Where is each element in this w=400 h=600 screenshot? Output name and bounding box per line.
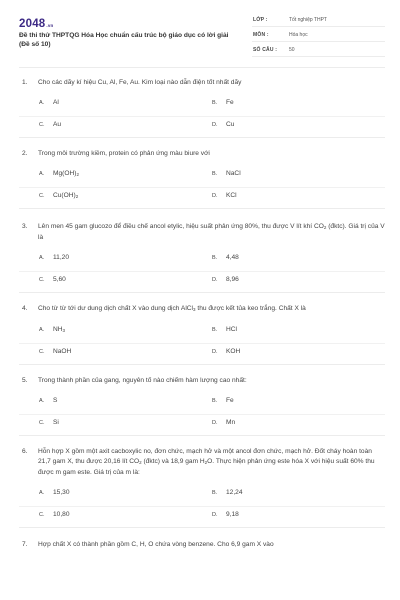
answer-row — [19, 250, 385, 271]
answer-row — [19, 322, 385, 343]
question-text — [19, 447, 385, 478]
answer-row — [19, 271, 385, 292]
answer-option[interactable] — [212, 348, 240, 355]
meta-label: LỚP : — [253, 17, 268, 23]
answer-option[interactable] — [39, 348, 71, 355]
answer-row — [19, 116, 385, 137]
answer-option[interactable] — [39, 489, 70, 496]
option-letter: A. — [39, 255, 45, 261]
question-number: 5. — [22, 377, 28, 384]
answer-row — [19, 343, 385, 364]
question-item — [19, 149, 385, 209]
option-text: NaCl — [226, 170, 241, 177]
option-letter: C. — [39, 420, 45, 426]
answer-row — [19, 393, 385, 414]
answer-option[interactable] — [212, 326, 237, 333]
option-text: Al — [53, 99, 59, 106]
option-text: 5,60 — [53, 276, 66, 283]
option-text: Au — [53, 121, 62, 128]
answer-row — [19, 414, 385, 435]
option-letter: A. — [39, 171, 45, 177]
option-text: 8,96 — [226, 276, 239, 283]
option-letter: D. — [212, 193, 218, 199]
answer-option[interactable] — [39, 326, 65, 333]
answer-row — [19, 166, 385, 187]
answer-options — [19, 322, 385, 364]
meta-label: MÔN : — [253, 32, 269, 38]
question-text — [19, 304, 385, 315]
answer-option[interactable] — [212, 419, 235, 426]
answer-option[interactable] — [39, 419, 59, 426]
question-body: Cho các dãy kí hiệu Cu, Al, Fe, Au. Kim loại nào dẫn điện tốt nhất dãy — [38, 79, 242, 86]
answer-options — [19, 393, 385, 435]
answer-option[interactable] — [212, 254, 239, 261]
option-text: $Cu(OH)_2$ — [53, 192, 79, 199]
question-text — [19, 376, 385, 386]
question-number: 2. — [22, 150, 28, 157]
meta-row-count — [252, 44, 385, 57]
question-item — [19, 304, 385, 365]
logo-text: 2048 — [19, 18, 46, 30]
answer-option[interactable] — [212, 397, 234, 404]
option-text: 15,30 — [53, 489, 70, 496]
option-letter: A. — [39, 100, 45, 106]
option-text: $Mg(OH)_2$ — [53, 170, 79, 177]
question-number: 3. — [22, 223, 28, 230]
option-letter: D. — [212, 277, 218, 283]
option-letter: A. — [39, 327, 45, 333]
question-body: Cho từ từ tới dư dung dịch chất X vào dung dịch AlCl$_3$ thu được kết tủa keo trắng. Chất X là — [38, 305, 306, 312]
answer-option[interactable] — [39, 121, 61, 128]
answer-row — [19, 506, 385, 527]
question-number: 7. — [22, 541, 28, 548]
question-number: 1. — [22, 79, 28, 86]
answer-row — [19, 95, 385, 116]
answer-option[interactable] — [212, 99, 234, 106]
option-text: NaOH — [53, 348, 72, 355]
answer-option[interactable] — [212, 511, 239, 518]
option-text: Cu — [226, 121, 235, 128]
answer-options — [19, 166, 385, 208]
option-letter: C. — [39, 512, 45, 518]
page-header — [19, 12, 385, 62]
answer-option[interactable] — [39, 192, 78, 199]
question-item — [19, 376, 385, 436]
answer-options — [19, 250, 385, 292]
option-text: Si — [53, 419, 59, 426]
option-text: 12,24 — [226, 489, 243, 496]
answer-option[interactable] — [212, 121, 234, 128]
logo-suffix: .vn — [46, 23, 54, 28]
question-text — [19, 540, 385, 550]
question-body: Trong môi trường kiềm, protein có phản ứng màu biure với — [38, 150, 210, 157]
question-item — [19, 447, 385, 528]
answer-option[interactable] — [39, 99, 59, 106]
option-text: S — [53, 397, 58, 404]
question-text — [19, 78, 385, 88]
option-text: HCl — [226, 326, 237, 333]
option-letter: B. — [212, 255, 218, 261]
option-letter: D. — [212, 349, 218, 355]
question-body: Hợp chất X có thành phần gồm C, H, O chứa vòng benzene. Cho 6,9 gam X vào — [38, 541, 274, 548]
answer-row — [19, 187, 385, 208]
question-number: 4. — [22, 305, 28, 312]
question-item — [19, 222, 385, 293]
meta-value: 50 — [289, 47, 295, 53]
answer-option[interactable] — [212, 170, 241, 177]
answer-option[interactable] — [39, 170, 79, 177]
exam-title: Đề thi thử THPTQG Hóa Học chuẩn cấu trúc bộ giáo dục có lời giải (Đề số 10) — [19, 32, 229, 48]
answer-option[interactable] — [39, 276, 66, 283]
meta-row-class — [252, 14, 385, 27]
option-text: Fe — [226, 397, 234, 404]
option-letter: A. — [39, 490, 45, 496]
option-letter: D. — [212, 122, 218, 128]
exam-meta — [252, 12, 385, 57]
question-text — [19, 149, 385, 159]
option-text: KOH — [226, 348, 241, 355]
meta-value: Hóa học — [289, 32, 308, 38]
option-letter: B. — [212, 100, 218, 106]
option-letter: C. — [39, 193, 45, 199]
answer-options — [19, 485, 385, 527]
question-number: 6. — [22, 448, 28, 455]
question-body: Trong thành phần của gang, nguyên tố nào chiếm hàm lượng cao nhất: — [38, 377, 247, 384]
answer-options — [19, 95, 385, 137]
option-letter: B. — [212, 327, 218, 333]
question-item — [19, 78, 385, 138]
option-letter: C. — [39, 349, 45, 355]
question-body: Lên men 45 gam glucozo để điều chế ancol etylic, hiệu suất phản ứng 80%, thu được V lít khí $CO_2$ (đktc). Giá trị của V là — [38, 223, 385, 241]
answer-option[interactable] — [212, 276, 239, 283]
option-letter: B. — [212, 171, 218, 177]
option-text: Mn — [226, 419, 236, 426]
answer-row — [19, 485, 385, 506]
option-letter: D. — [212, 420, 218, 426]
option-letter: D. — [212, 512, 218, 518]
option-text: Fe — [226, 99, 234, 106]
answer-option[interactable] — [39, 254, 69, 261]
header-divider — [19, 67, 385, 68]
meta-row-subject — [252, 29, 385, 42]
question-text — [19, 222, 385, 243]
option-text: 9,18 — [226, 511, 239, 518]
site-logo[interactable] — [19, 18, 54, 30]
meta-value: Tốt nghiệp THPT — [289, 17, 327, 23]
option-text: 4,48 — [226, 254, 239, 261]
option-letter: B. — [212, 398, 218, 404]
option-letter: A. — [39, 398, 45, 404]
option-text: KCl — [226, 192, 237, 199]
option-text: 10,80 — [53, 511, 70, 518]
answer-option[interactable] — [212, 192, 237, 199]
meta-label: SỐ CÂU : — [253, 47, 278, 53]
question-list — [19, 78, 385, 550]
question-body: Hỗn hợp X gồm một axit cacboxylic no, đơn chức, mạch hở và một ancol đơn chức, mạch hở. Đốt cháy hoàn toàn 21,7 gam X, thu được 20,16 lít $CO_2$ (đktc) và 18,9 gam $H_2O$. Thực hiện phản ứng este hóa X với hiệu suất 60% thu được m gam este. Giá trị của m là: — [38, 448, 375, 476]
option-letter: B. — [212, 490, 218, 496]
option-text: 11,20 — [53, 254, 70, 261]
answer-option[interactable] — [39, 397, 57, 404]
option-letter: C. — [39, 122, 45, 128]
answer-option[interactable] — [39, 511, 70, 518]
option-letter: C. — [39, 277, 45, 283]
answer-option[interactable] — [212, 489, 243, 496]
option-text: $NH_3$ — [53, 326, 66, 333]
question-item — [19, 540, 385, 550]
